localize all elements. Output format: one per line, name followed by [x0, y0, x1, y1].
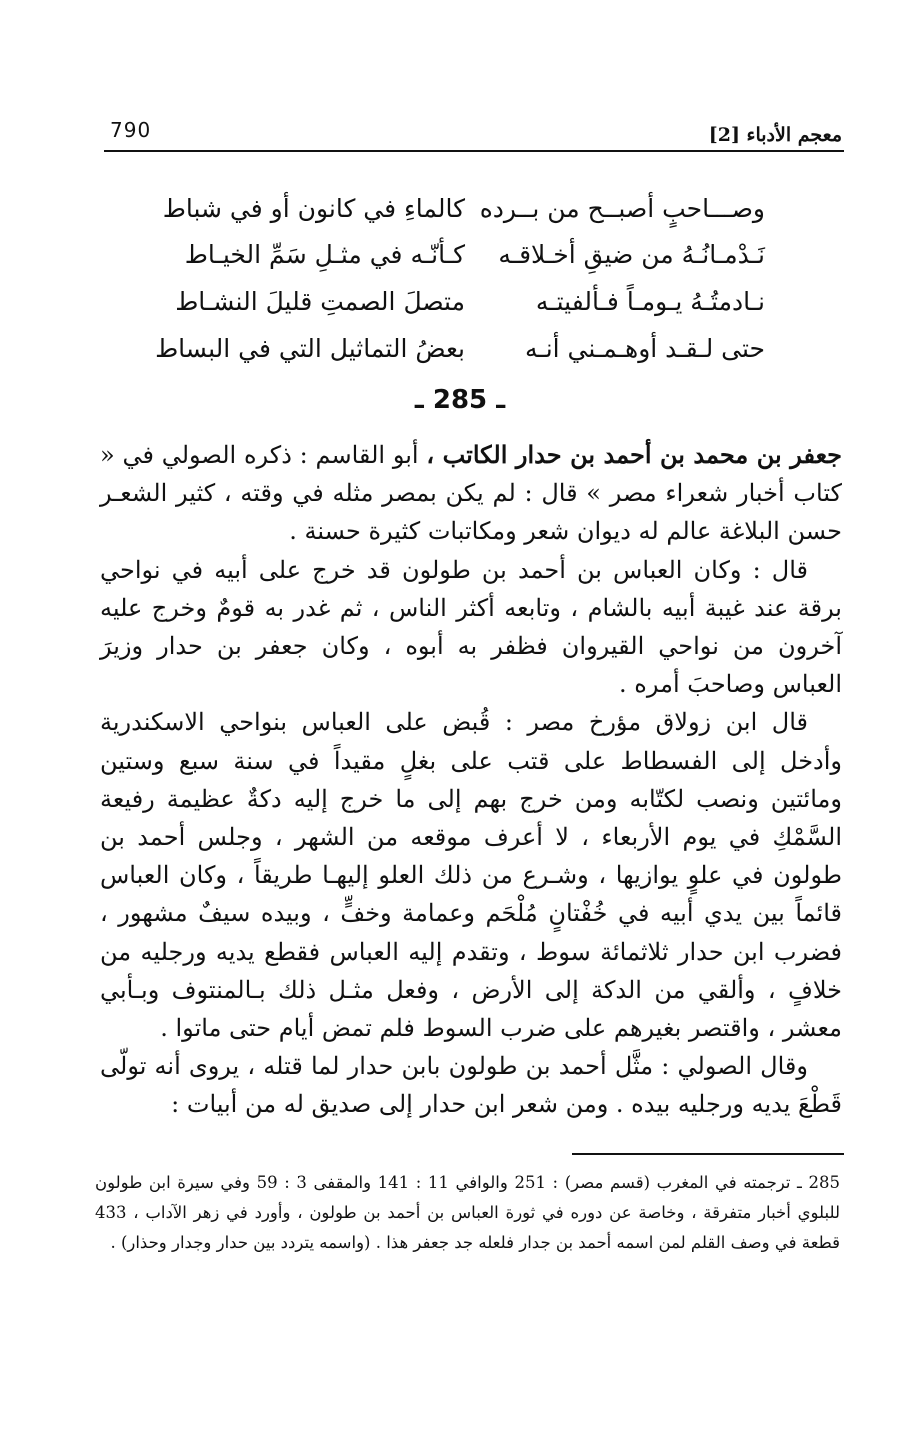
poem-verse-3-second: متصلَ الصمتِ قليلَ النشـاط: [175, 287, 465, 316]
poem-verse-4-second: بعضُ التماثيل التي في البساط: [155, 334, 465, 363]
footnote-rule: [572, 1153, 844, 1155]
poem-verse-2-first: نَـدْمـانُـهُ من ضيقِ أخـلاقـه: [498, 240, 765, 269]
poem-verse-1-first: وصـــاحبٍ أصبــح من بــرده: [479, 194, 765, 223]
entry-body: [100, 436, 842, 1124]
header-rule: [104, 150, 844, 152]
paragraph-3: قال ابن زولاق مؤرخ مصر : قُبض على العباس بنواحي الاسكندرية وأدخل إلى الفسطاط على قتب على بغلٍ مقيداً في سنة سبع وستين ومائتين ونصب لكتّابه ومن خرج بهم إلى ما خرج إليه دكةٌ عظيمة رفيعة السَّمْكِ في يوم الأربعاء ، لا أعرف موقعه من الشهر ، وجلس أحمد بن طولون في علوٍ يوازيها ، وشـرع من ذلك العلو إليهـا طريقاً ، وكان العباس قائماً بين يدي أبيه في خُفْتانٍ مُلْحَم وعمامة وخفٍّ ، وبيده سيفٌ مشهور ، فضرب ابن حدار ثلاثمائة سوط ، وتقدم إليه العباس فقطع يديه ورجليه من خلافٍ ، وألقي من الدكة إلى الأرض ، وفعل مثـل ذلك بـالمنتوف وبـأبي معشر ، واقتصر بغيرهم على ضرب السوط فلم تمض أيام حتى ماتوا .: [100, 708, 842, 1043]
paragraph-1-text: أبو القاسم : ذكره الصولي في « كتاب أخبار شعراء مصر » قال : لم يكن بمصر مثله في وقته ، كثير الشعـر حسن البلاغة عالم له ديوان شعر ومكاتبات كثيرة حسنة .: [100, 441, 842, 546]
footnote-text: 285 ـ ترجمته في المغرب (قسم مصر) : 251 والوافي 11 : 141 والمقفى 3 : 59 وفي سيرة ابن طولون للبلوي أخبار متفرقة ، وخاصة عن دوره في ثورة العباس بن أحمد بن طولون ، وأورد في زهر الآداب ، 433 قطعة في وصف القلم لمن اسمه أحمد بن جدار فلعله جد جعفر هذا . (واسمه يتردد بين حدار وجدار وحذار) .: [95, 1173, 840, 1252]
footnote: [95, 1168, 840, 1258]
poem-verse-2-second: كـأنّـه في مثـلِ سَمِّ الخيـاط: [184, 240, 465, 269]
paragraph-2: قال : وكان العباس بن أحمد بن طولون قد خرج على أبيه في نواحي برقة عند غيبة أبيه بالشام ، وتابعه أكثر الناس ، ثم غدر به قومٌ وخرج عليه آخرون من نواحي القيروان فظفر به أبوه ، وكان جعفر بن حدار وزيرَ العباس وصاحبَ أمره .: [100, 555, 842, 699]
poem-verse-1-second: كالماءِ في كانون أو في شباط: [162, 194, 465, 223]
entry-heading-name: جعفر بن محمد بن أحمد بن حدار الكاتب ،: [426, 440, 842, 469]
poem-verse-4-first: حتى لـقـد أوهـمـني أنـه: [524, 334, 765, 363]
running-header-title: معجم الأدباء [2]: [708, 124, 842, 146]
entry-number: ـ 285 ـ: [414, 385, 506, 415]
paragraph-4: وقال الصولي : مثَّل أحمد بن طولون بابن حدار لما قتله ، يروى أنه تولّى قَطْعَ يديه ورجليه بيده . ومن شعر ابن حدار إلى صديق له من أبيات :: [100, 1052, 842, 1119]
page-number: 790: [110, 118, 152, 142]
poem-verse-3-first: نـادمتُـهُ يـومـاً فـألفيتـه: [535, 287, 765, 316]
paragraph-1: [100, 436, 842, 551]
